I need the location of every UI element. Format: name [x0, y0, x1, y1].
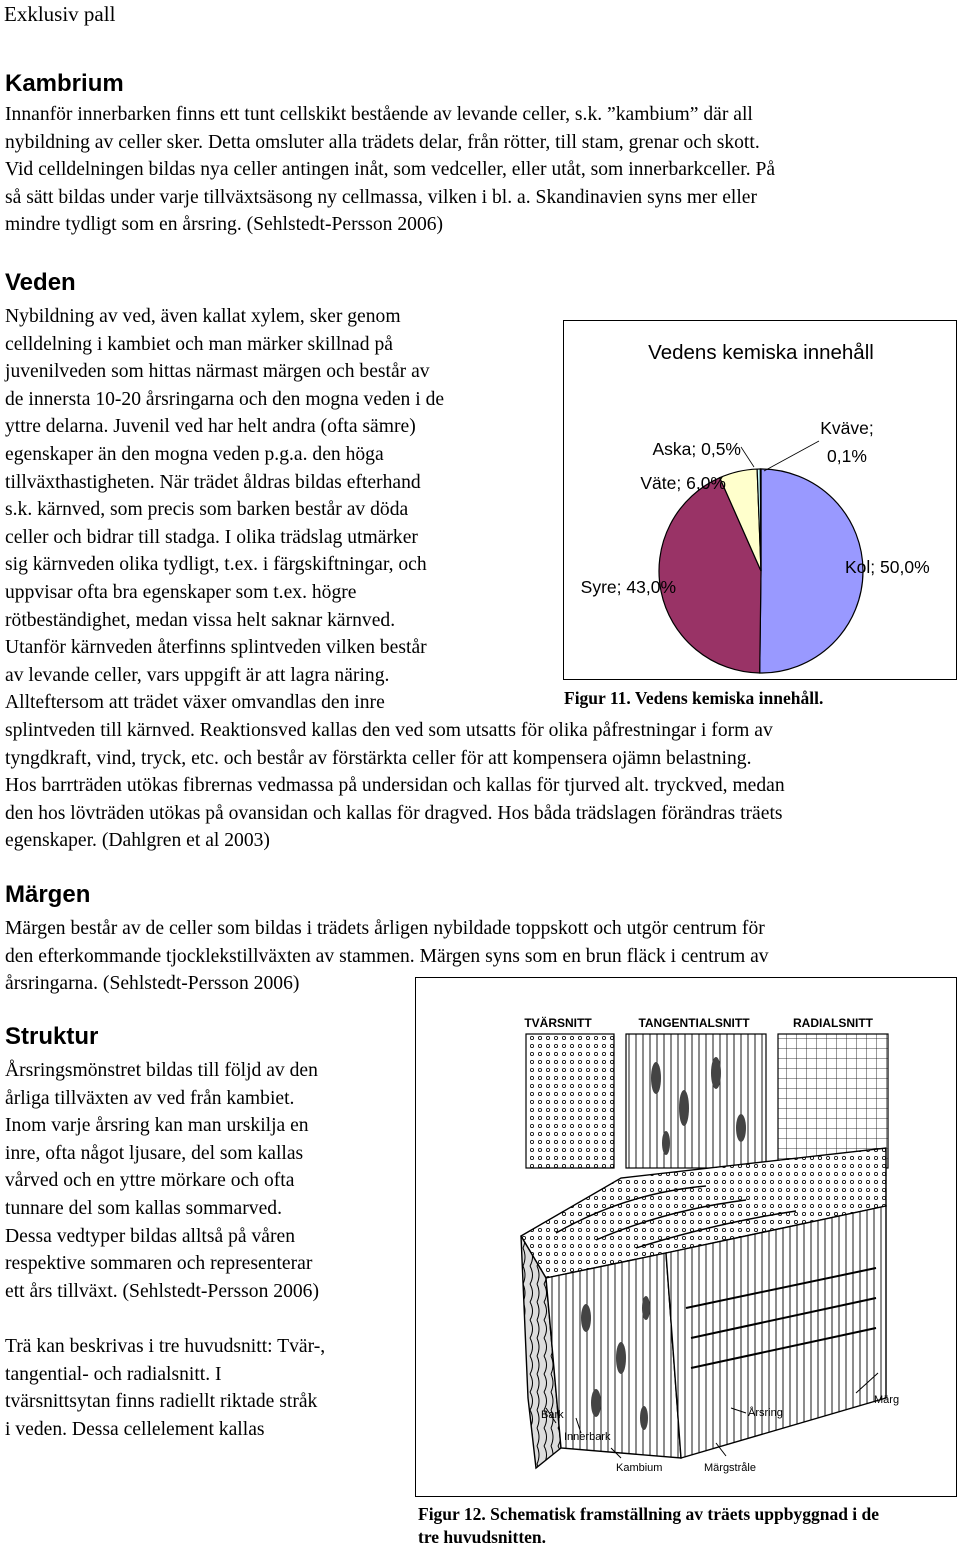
text-line: årsringarna. (Sehlstedt-Persson 2006)	[5, 973, 300, 995]
veden-paragraph-wide	[5, 717, 785, 855]
label-innerbark: Innerbark	[564, 1431, 611, 1443]
header-title: Exklusiv pall	[4, 2, 116, 26]
struktur-paragraph	[5, 1057, 319, 1305]
pie-slice-kvave	[760, 469, 761, 571]
text-line: Årsringsmönstret bildas till följd av den	[5, 1060, 318, 1081]
text-line: respektive sommaren och representerar	[5, 1253, 313, 1275]
text-line: så sätt bildas under varje tillväxtsäsong ny cellmassa, vilken i bl. a. Skandinavien syns mer eller	[5, 186, 758, 208]
text-line: celler och bidrar till stadga. I olika trädslag utmärker	[5, 526, 418, 548]
heading-kambrium: Kambrium	[5, 70, 124, 97]
label-tvarsnitt: TVÄRSNITT	[524, 1016, 592, 1030]
heading-margen: Märgen	[5, 881, 91, 908]
text-line: Allteftersom att trädet växer omvandlas den inre	[5, 692, 385, 714]
text-line: tvärsnittsytan finns radiellt riktade stråk	[5, 1391, 318, 1413]
text-line: Nybildning av ved, även kallat xylem, sker genom	[5, 306, 401, 327]
text-line: Hos barrträden utökas fibrernas vedmassa på undersidan och kallas för tjurved alt. tryckved, medan	[5, 775, 785, 797]
chart-title: Vedens kemiska innehåll	[648, 341, 874, 364]
text-line: ett års tillväxt. (Sehlstedt-Persson 2006)	[5, 1280, 319, 1302]
heading-veden: Veden	[5, 269, 76, 296]
slice-label-kvave-name: Kväve;	[820, 418, 874, 438]
text-line: tillväxthastigheten. När trädet åldras bildas efterhand	[5, 471, 421, 493]
panel-tvarsnitt	[526, 1034, 614, 1168]
slice-label-kvave-value: 0,1%	[827, 446, 867, 466]
text-line: Vid celldelningen bildas nya celler antingen inåt, som vedceller, eller utåt, som innerbarkceller. På	[5, 159, 776, 181]
slice-label-syre: Syre; 43,0%	[580, 577, 676, 597]
text-line: vårved och en yttre mörkare och ofta	[5, 1170, 295, 1192]
figure12-caption-line1: Figur 12. Schematisk framställning av träets uppbyggnad i de	[418, 1504, 880, 1524]
text-line: splintveden till kärnved. Reaktionsved kallas den ved som utsatts för olika påfrestningar i form av	[5, 720, 773, 741]
figure12-caption-line2: tre huvudsnitten.	[418, 1527, 547, 1547]
chart-frame	[563, 320, 957, 680]
label-tangentialsnitt: TANGENTIALSNITT	[638, 1016, 750, 1030]
label-radialsnitt: RADIALSNITT	[793, 1016, 873, 1030]
figure12-frame	[415, 977, 957, 1497]
text-line: yttre delarna. Juvenil ved har helt andra (ofta sämre)	[5, 416, 416, 438]
text-line: i veden. Dessa cellelement kallas	[5, 1418, 265, 1440]
panel-radialsnitt	[778, 1034, 888, 1168]
text-line: rötbeständighet, medan vissa helt saknar kärnved.	[5, 609, 396, 631]
leader-kvave	[764, 441, 819, 471]
label-marg: Märg	[874, 1394, 900, 1406]
text-line: sig kärnveden olika tydligt, t.ex. i färgskiftningar, och	[5, 554, 427, 576]
text-line: Inom varje årsring kan man urskilja en	[5, 1115, 309, 1137]
slice-label-aska: Aska; 0,5%	[652, 439, 741, 459]
text-line: nybildning av celler sker. Detta omsluter alla trädets delar, från rötter, till stam, grenar och skott.	[5, 131, 760, 153]
text-line: de innersta 10-20 årsringarna och den mogna veden i de	[5, 388, 445, 410]
text-line: den hos lövträden utökas på ovansidan och kallas för dragved. Hos båda trädslagen förändras träets	[5, 802, 783, 824]
slice-label-vate: Väte; 6,0%	[640, 473, 726, 493]
text-line: egenskaper. (Dahlgren et al 2003)	[5, 830, 270, 852]
text-line: s.k. kärnved, som precis som barken består av döda	[5, 499, 409, 521]
kambrium-paragraph	[5, 101, 775, 239]
text-line: tyngdkraft, vind, tryck, etc. och består av förstärkta celler för att kompensera ojämn belastning.	[5, 747, 752, 769]
label-margstrale: Märgstråle	[704, 1462, 756, 1474]
label-kambium: Kambium	[616, 1462, 663, 1474]
text-line: uppvisar ofta bra egenskaper som t.ex. högre	[5, 581, 357, 603]
text-line: egenskaper än den mogna veden p.g.a. den höga	[5, 443, 384, 465]
figure12-caption	[418, 1503, 879, 1549]
text-line: Märgen består av de celler som bildas i trädets årligen nybildade toppskott och utgör centrum för	[5, 918, 765, 939]
text-line: mindre tydligt som en årsring. (Sehlstedt-Persson 2006)	[5, 214, 444, 236]
leader-aska	[741, 447, 754, 467]
pie-chart	[564, 321, 955, 678]
label-arsring: Årsring	[748, 1407, 783, 1419]
text-line: årliga tillväxten av ved från kambiet.	[5, 1087, 295, 1109]
text-line: Dessa vedtyper bildas alltså på våren	[5, 1225, 295, 1247]
text-line: tunnare del som kallas sommarved.	[5, 1197, 282, 1219]
text-line: Utanför kärnveden återfinns splintveden vilken består	[5, 637, 427, 659]
text-line: inre, ofta något ljusare, del som kallas	[5, 1142, 304, 1164]
text-line: av levande celler, vars uppgift är att lagra näring.	[5, 664, 390, 686]
panel-tangentialsnitt	[626, 1034, 766, 1168]
figure11-caption: Figur 11. Vedens kemiska innehåll.	[564, 688, 824, 708]
text-line: juvenilveden som hittas närmast märgen och består av	[5, 361, 430, 383]
text-line: den efterkommande tjocklekstillväxten av stammen. Märgen syns som en brun fläck i centrum av	[5, 945, 769, 967]
text-line: Trä kan beskrivas i tre huvudsnitt: Tvär-,	[5, 1336, 326, 1357]
veden-paragraph-narrow	[5, 303, 444, 717]
text-line: celldelning i kambiet och man märker skillnad på	[5, 333, 393, 355]
heading-struktur: Struktur	[5, 1023, 99, 1050]
wood-structure-illustration	[416, 978, 955, 1495]
label-bark: Bark	[541, 1409, 564, 1421]
text-line: Innanför innerbarken finns ett tunt cellskikt bestående av levande celler, s.k. ”kambium” där all	[5, 104, 753, 125]
text-line: tangential- och radialsnitt. I	[5, 1363, 222, 1385]
block-tangential-face	[546, 1253, 681, 1458]
struktur-paragraph-2	[5, 1333, 325, 1443]
slice-label-kol: Kol; 50,0%	[845, 557, 930, 577]
